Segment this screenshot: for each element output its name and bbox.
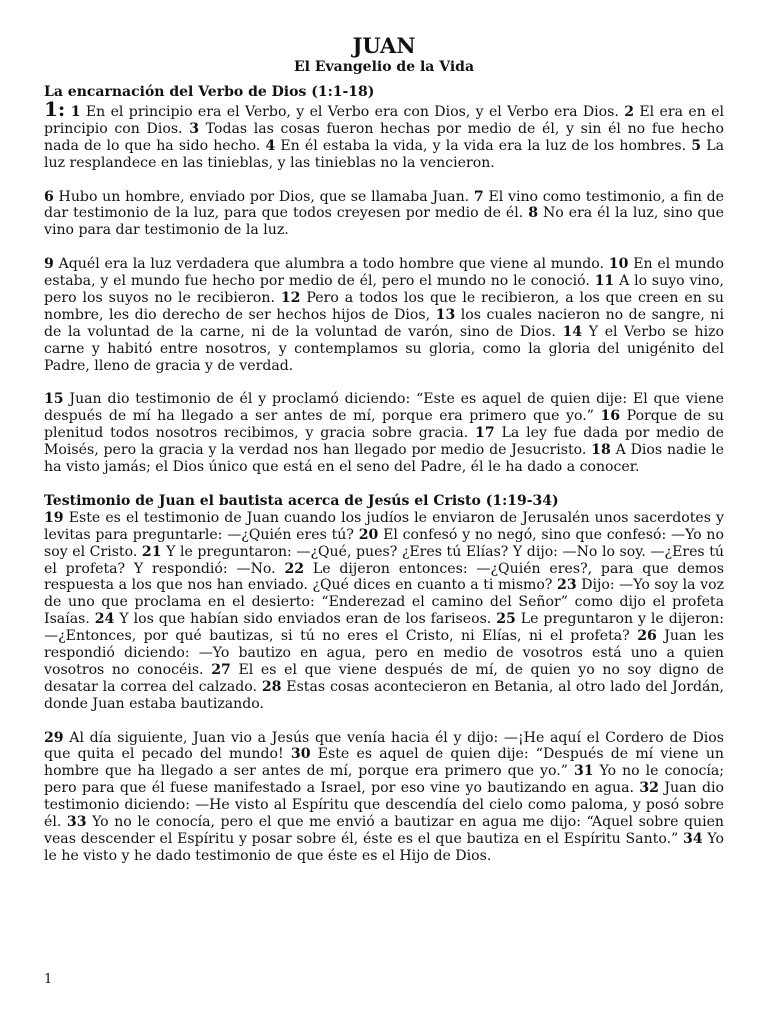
verse-number: 26 — [637, 628, 657, 645]
document-page — [44, 34, 724, 865]
verse-text: Al día siguiente, Juan vio a Jesús que venía hacia él y dijo: —¡He aquí el Cordero de Dios que quita el pecado del mundo! — [44, 729, 724, 763]
verse-text: No era él la luz, sino que vino para dar testimonio de la luz. — [44, 205, 724, 239]
book-subtitle: El Evangelio de la Vida — [293, 59, 475, 75]
verse-text: Yo le he visto y he dado testimonio de que éste es el Hijo de Dios. — [44, 830, 724, 864]
book-title: JUAN — [352, 33, 416, 58]
verse-number: 7 — [473, 188, 484, 205]
verse-text: Juan dio testimonio de él y proclamó diciendo: “Este es aquel de quien dije: El que viene después de mí ha llegado a ser antes de mí, porque era primero que yo.” — [44, 391, 724, 425]
verse-number: 11 — [594, 273, 615, 290]
chapter-number: 1: — [44, 97, 66, 121]
verse-number: 34 — [683, 830, 703, 847]
verse-number: 29 — [44, 729, 64, 746]
verse-paragraph — [44, 730, 724, 865]
verse-text: Hubo un hombre, enviado por Dios, que se llamaba Juan. — [53, 188, 474, 205]
verse-number: 5 — [691, 137, 702, 154]
document-body — [44, 84, 724, 865]
verse-text: La luz resplandece en las tinieblas, y las tinieblas no la vencieron. — [44, 137, 724, 171]
verse-text: Y los que habían sido enviados eran de los fariseos. — [114, 611, 497, 628]
verse-number: 6 — [44, 188, 54, 205]
verse-text: Le dijeron entonces: —¿Quién eres?, para que demos respuesta a los que nos han enviado. ¿Qué dices en cuanto a ti mismo? — [44, 560, 724, 594]
verse-number: 14 — [562, 323, 583, 340]
verse-text: Juan les respondió diciendo: —Yo bautizo en agua, pero en medio de vosotros está uno a quien vosotros no conocéis. — [44, 628, 725, 678]
verse-text: Estas cosas acontecieron en Betania, al otro lado del Jordán, donde Juan estaba bautizando. — [44, 678, 724, 712]
verse-number: 9 — [44, 256, 54, 273]
verse-text: Yo no le conocía; pero para que él fuese manifestado a Israel, por eso vine yo bautizando en agua. — [44, 763, 724, 797]
verse-number: 1 — [70, 104, 81, 120]
verse-number: 8 — [528, 205, 538, 222]
verse-text: La ley fue dada por medio de Moisés, pero la gracia y la verdad nos han llegado por medio de Jesucristo. — [44, 425, 724, 459]
verse-text: El es el que viene después de mí, de quien yo no soy digno de desatar la correa del calzado. — [44, 661, 724, 695]
verse-text: Este es aquel de quien dije: “Después de mí viene un hombre que ha llegado a ser antes de mí, porque era primero que yo.” — [44, 746, 724, 780]
verse-text: Aquél era la luz verdadera que alumbra a todo hombre que viene al mundo. — [53, 256, 609, 273]
verse-number: 12 — [280, 289, 301, 306]
page-number: 1 — [44, 972, 53, 987]
verse-text: En el principio era el Verbo, y el Verbo era con Dios, y el Verbo era Dios. — [80, 104, 625, 120]
verse-number: 20 — [358, 526, 379, 543]
verse-paragraph — [44, 510, 724, 713]
verse-text: Yo no le conocía, pero el que me envió a bautizar en agua me dijo: “Aquel sobre quien veas descender el Espíritu y posar sobre él, éste es el que bautiza en el Espíritu Santo.” — [44, 814, 724, 847]
verse-number: 25 — [496, 611, 516, 628]
verse-text: Y el Verbo se hizo carne y habitó entre nosotros, y contemplamos su gloria, como la gloria del unigénito del Padre, lleno de gracia y de verdad. — [44, 323, 724, 374]
verse-number: 10 — [608, 256, 629, 273]
verse-number: 31 — [573, 763, 594, 780]
verse-paragraph — [44, 256, 724, 374]
verse-number: 28 — [261, 678, 282, 695]
verse-number: 32 — [639, 780, 659, 797]
verse-number: 21 — [141, 543, 162, 560]
verse-text: El confesó y no negó, sino que confesó: —Yo no soy el Cristo. — [44, 526, 724, 560]
verse-text: A lo suyo vino, pero los suyos no le recibieron. — [44, 273, 724, 306]
verse-number: 24 — [94, 611, 115, 628]
verse-number: 33 — [66, 814, 87, 831]
verse-text: Y le preguntaron: —¿Qué, pues? ¿Eres tú Elías? Y dijo: —No lo soy. —¿Eres tú el profeta? Y respondió: —No. — [44, 543, 724, 577]
verse-text: Porque de su plenitud todos nosotros recibimos, y gracia sobre gracia. — [44, 408, 725, 442]
verse-number: 22 — [284, 560, 305, 577]
verse-text: El era en el principio con Dios. — [44, 104, 725, 137]
verse-text: Pero a todos los que le recibieron, a los que creen en su nombre, les dio derecho de ser hechos hijos de Dios, — [44, 289, 724, 323]
section-heading: La encarnación del Verbo de Dios (1:1-18) — [44, 84, 375, 100]
verse-text: Todas las cosas fueron hechas por medio de él, y sin él no fue hecho nada de lo que ha sido hecho. — [44, 120, 724, 154]
verse-text: Dijo: —Yo soy la voz de uno que proclama en el desierto: “Enderezad el camino del Señor” como dijo el profeta Isaías. — [44, 577, 724, 628]
verse-number: 3 — [189, 120, 199, 137]
verse-text: El vino como testimonio, a fin de dar testimonio de la luz, para que todos creyesen por medio de él. — [44, 188, 725, 222]
verse-number: 13 — [435, 306, 456, 323]
verse-number: 2 — [624, 104, 635, 120]
verse-paragraph — [44, 391, 724, 476]
verse-number: 23 — [557, 577, 577, 594]
verse-number: 15 — [44, 391, 64, 408]
verse-number: 4 — [265, 137, 276, 154]
verse-text: En el mundo estaba, y el mundo fue hecho por medio de él, pero el mundo no le conoció. — [44, 256, 724, 290]
verse-text: los cuales nacieron no de sangre, ni de la voluntad de la carne, ni de la voluntad de varón, sino de Dios. — [44, 306, 724, 340]
verse-text: En él estaba la vida, y la vida era la luz de los hombres. — [275, 137, 692, 154]
verse-number: 17 — [475, 425, 495, 442]
verse-number: 18 — [591, 442, 611, 459]
verse-paragraph — [44, 97, 725, 172]
verse-number: 30 — [290, 746, 311, 763]
verse-number: 27 — [211, 661, 231, 678]
verse-text: A Dios nadie le ha visto jamás; el Dios único que está en el seno del Padre, él le ha dado a conocer. — [44, 442, 724, 475]
section-heading: Testimonio de Juan el bautista acerca de Jesús el Cristo (1:19-34) — [44, 492, 559, 509]
verse-text: Le preguntaron y le dijeron: —¿Entonces, por qué bautizas, si tú no eres el Cristo, ni Elías, ni el profeta? — [44, 611, 724, 645]
verse-paragraph — [44, 189, 724, 240]
verse-number: 16 — [600, 408, 621, 425]
verse-text: Este es el testimonio de Juan cuando los judíos le enviaron de Jerusalén unos sacerdotes y levitas para preguntarle: —¿Quién eres tú? — [44, 509, 724, 543]
verse-text: Juan dio testimonio diciendo: —He visto al Espíritu que descendía del cielo como paloma, y posó sobre él. — [44, 780, 724, 831]
verse-number: 19 — [44, 509, 64, 526]
